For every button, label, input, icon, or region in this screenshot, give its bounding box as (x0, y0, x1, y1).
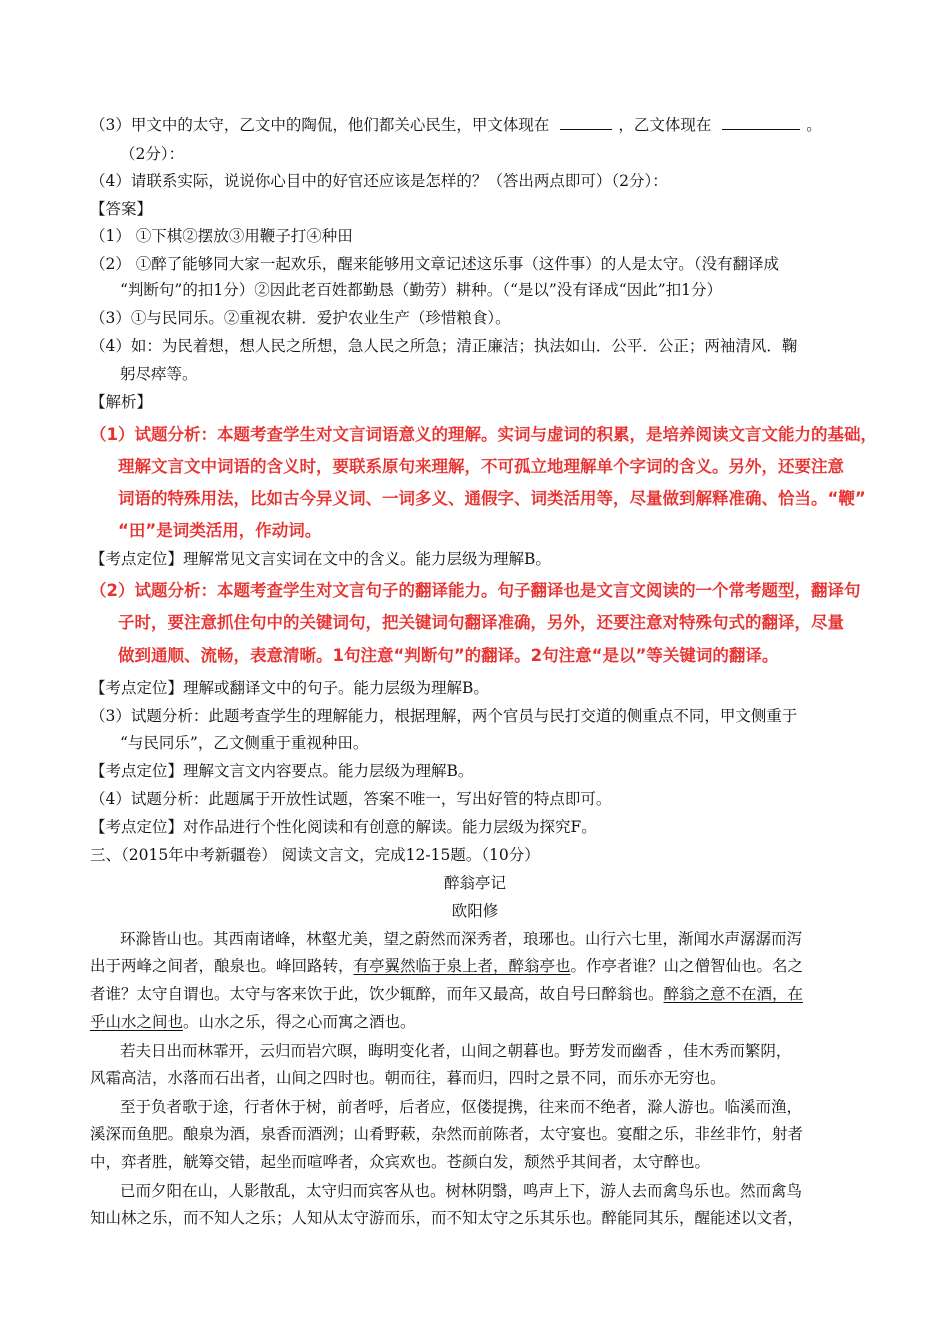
answer-blank-a (560, 115, 612, 130)
analysis-1-line-1: （1）试题分析：本题考查学生对文言词语意义的理解。实词与虚词的积累，是培养阅读文言文能力的基础， (90, 425, 877, 444)
key-point-1: 【考点定位】理解常见文言实词在文中的含义。能力层级为理解B。 (90, 550, 551, 568)
essay-p1-line-3 (90, 984, 803, 1004)
question-3-text-b: ，乙文体现在 (618, 116, 712, 134)
underlined-sentence-2-part-1: 醉翁之意不在酒，在 (663, 985, 804, 1003)
essay-p3-line-1: 至于负者歌于途，行者休于树，前者呼，后者应，伛偻提携，往来而不绝者，滁人游也。临溪而渔， (120, 1098, 803, 1116)
answer-2-line-1: （2） ①醉了能够同大家一起欢乐，醒来能够用文章记述这乐事（这件事）的人是太守。（没有翻译成 (90, 255, 780, 273)
analysis-2-line-1: （2）试题分析：本题考查学生对文言句子的翻译能力。句子翻译也是文言文阅读的一个常考题型，翻译句 (90, 581, 861, 600)
essay-p2-line-2: 风霜高洁，水落而石出者，山间之四时也。朝而往，暮而归，四时之景不同，而乐亦无穷也。 (90, 1069, 726, 1087)
answer-1: （1） ①下棋②摆放③用鞭子打④种田 (90, 227, 353, 245)
essay-text-segment: 。山水之乐，得之心而寓之酒也。 (183, 1013, 416, 1031)
answer-4-line-2: 躬尽瘁等。 (120, 365, 198, 383)
analysis-4: （4）试题分析：此题属于开放性试题，答案不唯一，写出好管的特点即可。 (90, 790, 612, 808)
essay-p1-line-1: 环滁皆山也。其西南诸峰，林壑尤美，望之蔚然而深秀者，琅琊也。山行六七里，渐闻水声潺潺而泻 (120, 930, 803, 948)
key-point-2: 【考点定位】理解或翻译文中的句子。能力层级为理解B。 (90, 679, 489, 697)
essay-p3-line-2: 溪深而鱼肥。酿泉为酒，泉香而酒洌；山肴野蔌，杂然而前陈者，太守宴也。宴酣之乐，非丝非竹，射者 (90, 1125, 804, 1143)
analysis-1-line-4: “田”是词类活用，作动词。 (118, 521, 322, 540)
answer-blank-b (722, 115, 800, 130)
analysis-3-line-2: “与民同乐”，乙文侧重于重视种田。 (120, 734, 369, 752)
analysis-3-line-1: （3）试题分析：此题考查学生的理解能力，根据理解，两个官员与民打交道的侧重点不同，甲文侧重于 (90, 707, 798, 725)
essay-p2-line-1: 若夫日出而林霏开，云归而岩穴暝，晦明变化者，山间之朝暮也。野芳发而幽香 ，佳木秀而繁阴， (120, 1042, 792, 1060)
essay-text-segment: 者谁？太守自谓也。太守与客来饮于此，饮少辄醉，而年又最高，故自号曰醉翁也。 (90, 985, 664, 1003)
answer-3: （3）①与民同乐。②重视农耕．爱护农业生产（珍惜粮食）。 (90, 309, 511, 327)
answer-heading: 【答案】 (90, 200, 153, 218)
essay-p1-line-4 (90, 1012, 416, 1032)
question-3-text-a: （3）甲文中的太守，乙文中的陶侃，他们都关心民生，甲文体现在 (90, 116, 550, 134)
answer-2-line-2: “判断句”的扣1分）②因此老百姓都勤恳（勤劳）耕种。（“是以”没有译成“因此”扣1分） (120, 281, 723, 299)
key-point-3: 【考点定位】理解文言文内容要点。能力层级为理解B。 (90, 762, 474, 780)
essay-author: 欧阳修 (451, 902, 499, 920)
question-3-line (90, 115, 822, 135)
essay-p3-line-3: 中，弈者胜，觥筹交错，起坐而喧哗者，众宾欢也。苍颜白发，颓然乎其间者，太守醉也。 (90, 1153, 711, 1171)
analysis-1-line-3: 词语的特殊用法，比如古今异义词、一词多义、通假字、词类活用等，尽量做到解释准确、恰当。“鞭” (118, 489, 866, 508)
essay-p4-line-1: 已而夕阳在山，人影散乱，太守归而宾客从也。树林阴翳，鸣声上下，游人去而禽鸟乐也。然而禽鸟 (120, 1182, 803, 1200)
analysis-2-line-2: 子时，要注意抓住句中的关键词句，把关键词句翻译准确，另外，还要注意对特殊句式的翻译，尽量 (118, 613, 844, 632)
question-3-text-c: 。 (806, 116, 822, 134)
answer-4-line-1: （4）如：为民着想，想人民之所想，急人民之所急；清正廉洁；执法如山．公平．公正；两袖清风．鞠 (90, 337, 798, 355)
essay-text-segment: 。作亭者谁？山之僧智仙也。名之 (570, 957, 804, 975)
key-point-4: 【考点定位】对作品进行个性化阅读和有创意的解读。能力层级为探究F。 (90, 818, 597, 836)
essay-p1-line-2 (90, 956, 803, 976)
underlined-sentence-1: 有亭翼然临于泉上者，醉翁亭也 (353, 957, 571, 975)
question-3-score: （2分）： (120, 145, 185, 163)
question-4: （4）请联系实际，说说你心目中的好官还应该是怎样的？（答出两点即可）（2分）： (90, 172, 668, 190)
analysis-heading: 【解析】 (90, 393, 153, 411)
analysis-2-line-3: 做到通顺、流畅，表意清晰。1句注意“判断句”的翻译。2句注意“是以”等关键词的翻译。 (118, 646, 779, 665)
analysis-1-line-2: 理解文言文中词语的含义时，要联系原句来理解，不可孤立地理解单个字词的含义。另外，还要注意 (118, 457, 844, 476)
underlined-sentence-2-part-2: 乎山水之间也 (90, 1013, 184, 1031)
essay-title: 醉翁亭记 (443, 874, 506, 892)
essay-p4-line-2: 知山林之乐，而不知人之乐；人知从太守游而乐，而不知太守之乐其乐也。醉能同其乐，醒能述以文者， (90, 1209, 804, 1227)
essay-text-segment: 出于两峰之间者，酿泉也。峰回路转， (90, 957, 354, 975)
section-3-heading: 三、（2015年中考新疆卷） 阅读文言文，完成12-15题。（10分） (90, 846, 540, 864)
